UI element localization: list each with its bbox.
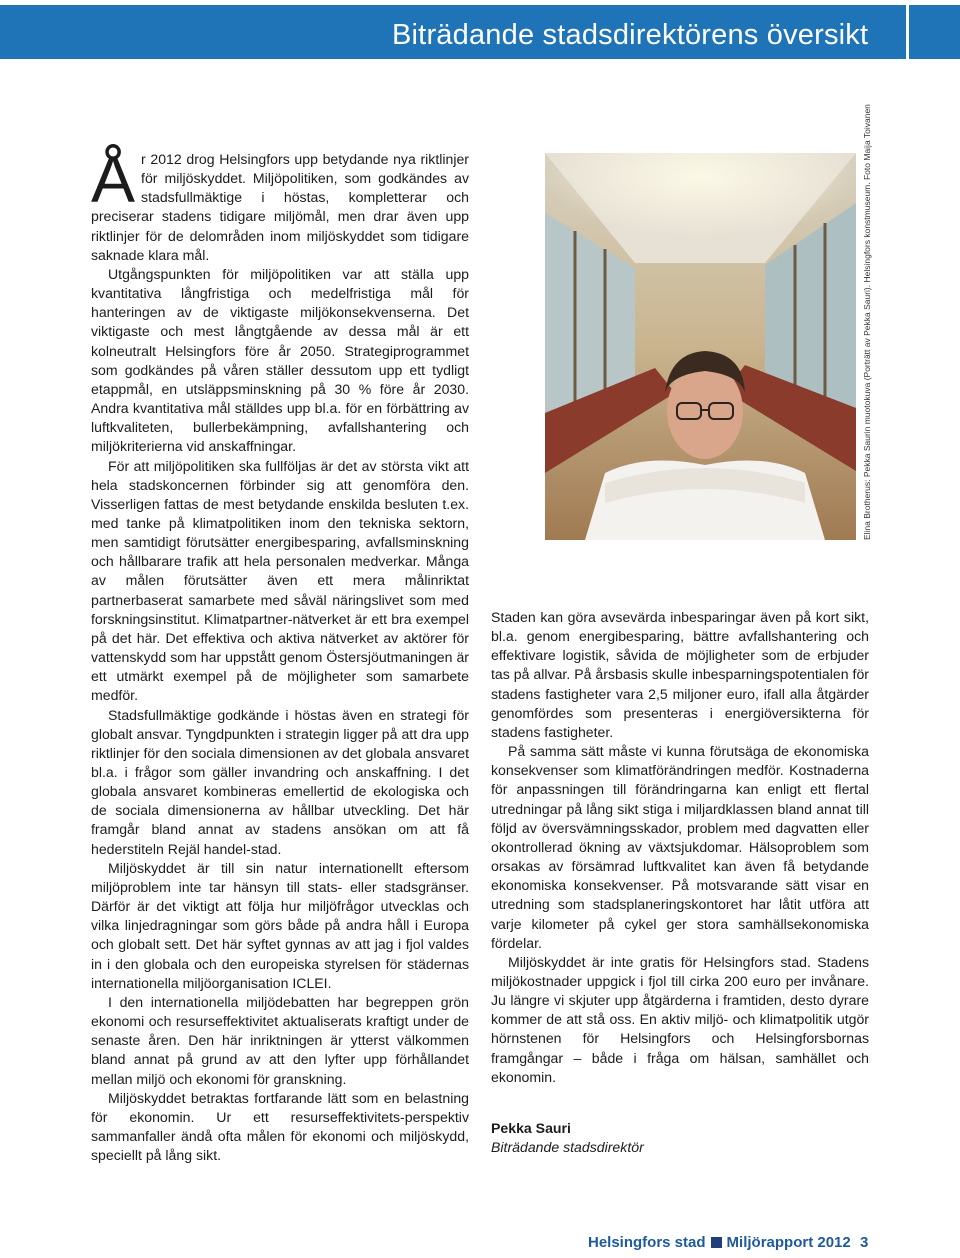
footer-square-icon [711, 1237, 722, 1248]
signature-role: Biträdande stadsdirektör [491, 1139, 644, 1155]
header-bar [0, 5, 906, 59]
paragraph: Miljöskyddet är till sin natur internationellt eftersom miljöproblem inte tar hänsyn till stats- eller stadsgränser. Därför är det viktigt att följa hur miljöfrågor utvecklas och vilka linjedragningar som görs både på andra håll i Europa och globalt sett. Det här syftet gynnas av att jag i fjol valdes in i den globala och den europeiska styrelsen för städernas internationella miljöorganisation ICLEI. [91, 859, 469, 991]
paragraph: Stadsfullmäktige godkände i höstas även en strategi för globalt ansvar. Tyngdpunkten i strategin ligger på att dra upp riktlinjer för den sociala dimensionen av det globala ansvaret bl.a. i frågor som gäller invandring och anskaffning. I det globala ansvaret kombineras emellertid de ekologiska och de sociala dimensionerna av hållbar utveckling. Det här framgår bland annat av stadens ansökan om att få hederstiteln Rejäl handel-stad. [91, 706, 469, 857]
paragraph: Miljöskyddet betraktas fortfarande lätt som en belastning för ekonomin. Ur ett resurseffektivitets-perspektiv sammanfaller ändå ofta målen för ekonomi och miljöskydd, speciellt på lång sikt. [91, 1089, 469, 1164]
photo-credit: Elina Brotherus: Pekka Saurin muotokuva (Porträtt av Pekka Sauri). Helsingfors konstmuseum. Foto Maija Toivanen [862, 104, 872, 540]
right-column [491, 608, 869, 1087]
paragraph: Utgångspunkten för miljöpolitiken var att ställa upp kvantitativa långfristiga och medelfristiga mål för hanteringen av de viktigaste miljökonsekvenserna. Det viktigaste och mest långtgående av dessa mål är ett kolneutralt Helsingfors före år 2050. Strategiprogrammet som godkändes på våren ställer dessutom upp ett tydligt etappmål, en utsläppsminskning på 30 % före år 2030. Andra kvantitativa mål ställdes upp bl.a. för en förbättring av luftkvaliteten, bullerbekämpning, avfallshantering och miljökriterierna vid anskaffningar. [91, 265, 469, 455]
page-title: Biträdande stadsdirektörens översikt [392, 19, 869, 51]
footer [588, 1234, 851, 1251]
footer-report: Miljörapport 2012 [726, 1234, 851, 1251]
paragraph: r 2012 drog Helsingfors upp betydande nya riktlinjer för miljöskyddet. Miljöpolitiken, som godkändes av stadsfullmäktige i höstas, kompletterar och preciserar stadens tidigare miljömål, men drar även upp riktlinjer för de delområden inom miljöskyddet som tidigare saknade klara mål. [91, 151, 469, 263]
paragraph: På samma sätt måste vi kunna förutsäga de ekonomiska konsekvenser som klimatförändringen medför. Kostnaderna för anpassningen till förändringarna kan enligt ett flertal utredningar på lång sikt stiga i miljardklassen bland annat till följd av översvämningsskador, problem med dagvatten eller okontrollerad ökning av växtsjukdomar. Hälsoproblem som orsakas av försämrad luftkvalitet kan även få betydande ekonomiska konsekvenser. På motsvarande sätt visar en utredning som stadsplaneringskontoret har låtit utföra att varje kilometer på cykel ger stora samhällsekonomiska fördelar. [491, 743, 869, 951]
signature-name: Pekka Sauri [491, 1120, 571, 1136]
page-number: 3 [860, 1234, 869, 1251]
paragraph: För att miljöpolitiken ska fullföljas är det av största vikt att hela stadskoncernen förbinder sig att genomföra den. Visserligen fattas de mest betydande enskilda besluten t.ex. med tanke på klimatpolitiken inom den tekniska sektorn, men samtidigt förutsätter energibesparing, avfallsminskning och hållbarare trafik att hela personalen medverkar. Många av målen förutsätter även ett mera målinriktat partnerbaserat samarbete med såväl näringslivet som med forskningsinstitut. Klimatpartner-nätverket är ett bra exempel på det här. Det effektiva och aktiva nätverket av aktörer för vattenskydd som har uppstått genom Östersjöutmaningen är ett utmärkt exempel på de möjligheter som samarbete medför. [91, 457, 469, 704]
dropcap: Å [91, 142, 136, 216]
footer-publisher: Helsingfors stad [588, 1234, 706, 1251]
header-tab [909, 5, 960, 59]
left-column [91, 142, 469, 1165]
portrait-photo [545, 153, 856, 540]
paragraph: I den internationella miljödebatten har begreppen grön ekonomi och resurseffektivitet aktualiserats kraftigt under de senaste åren. Den här inriktningen är ytterst välkommen bland annat på grund av att den lyfter upp förhållandet mellan miljö och ekonomi för granskning. [91, 993, 469, 1087]
paragraph: Miljöskyddet är inte gratis för Helsingfors stad. Stadens miljökostnader uppgick i fjol till cirka 200 euro per invånare. Ju längre vi skjuter upp åtgärderna i framtiden, desto dyrare kommer de att stå oss. En aktiv miljö- och klimatpolitik utgör hörnstenen för Helsingfors och Helsingforsbornas framgångar – både i fråga om hälsan, samhället och ekonomin. [491, 953, 869, 1085]
paragraph: Staden kan göra avsevärda inbesparingar även på kort sikt, bl.a. genom energibesparing, bättre avfallshantering och effektivare logistik, såvida de möjligheter som de erbjuder tas på allvar. På årsbasis skulle inbesparningspotentialen för stadens fastigheter vara 2,5 miljoner euro, ifall alla åtgärder genomfördes som presenteras i energiöversikterna för stadens fastigheter. [491, 609, 869, 740]
